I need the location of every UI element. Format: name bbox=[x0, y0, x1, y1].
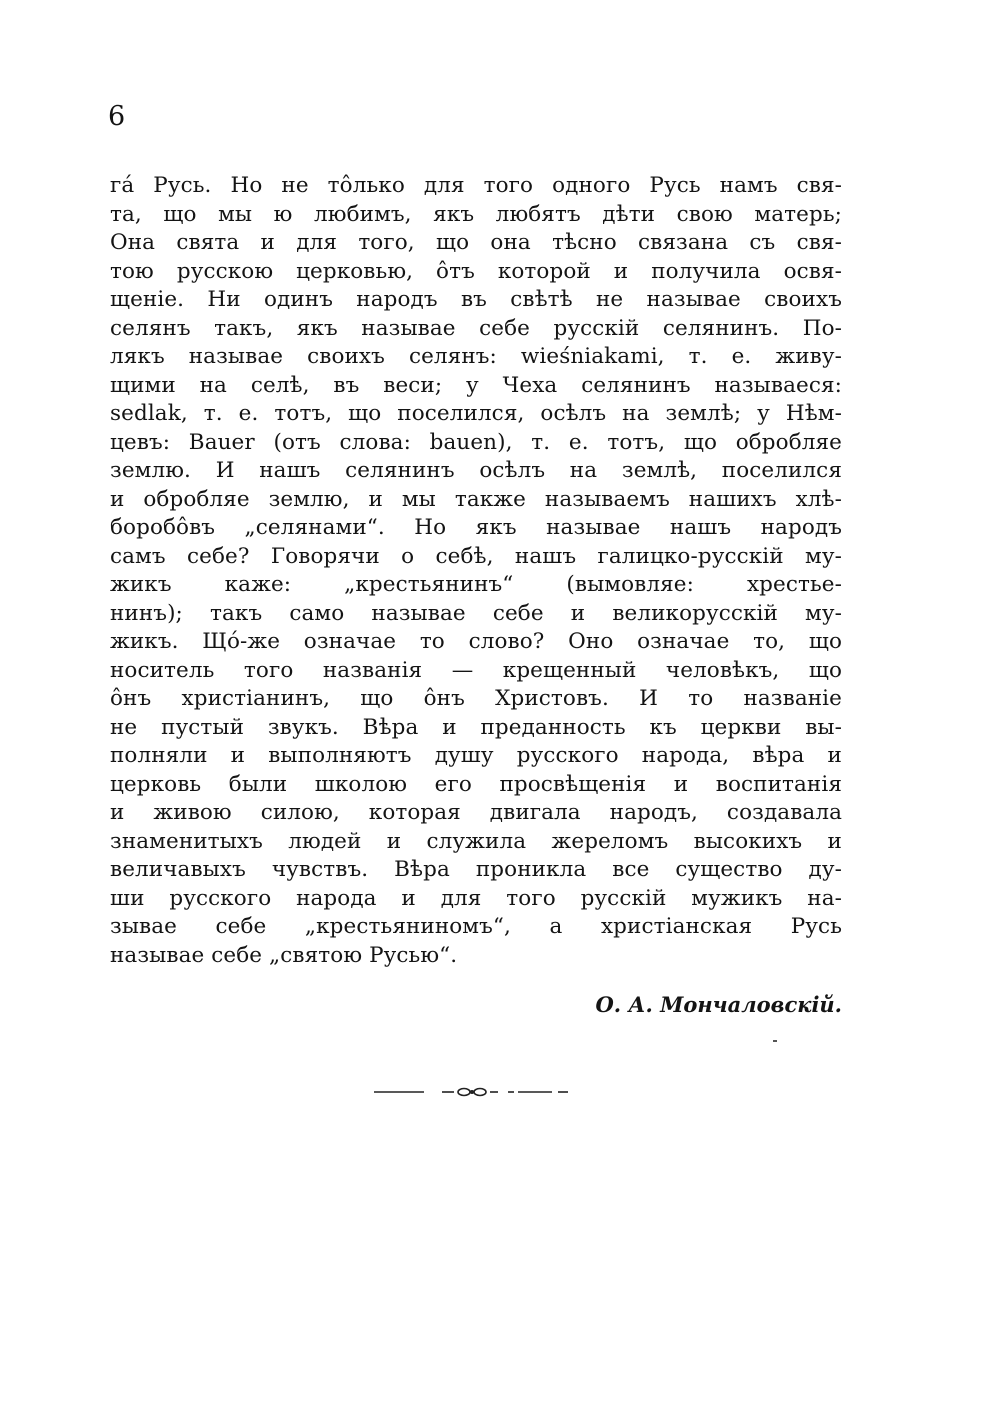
text-line: о̂нъ христіанинъ, що о̂нъ Христовъ. И то названіе bbox=[110, 686, 842, 711]
text-line: знаменитыхъ людей и служила жереломъ высокихъ и bbox=[110, 828, 842, 854]
text-line: лякъ называе своихъ селянъ: wieśniakami, т. е. живу- bbox=[110, 344, 842, 369]
text-line: та, що мы ю любимъ, якъ любятъ дѣти свою матерь; bbox=[110, 201, 842, 227]
text-line: зывае себе „крестьяниномъ“, а христіанская Русь bbox=[110, 914, 842, 939]
text-line: боробо̂въ „селянами“. Но якъ называе нашъ народъ bbox=[110, 515, 842, 540]
page-number: 6 bbox=[108, 101, 126, 132]
text-line: не пустый звукъ. Вѣра и преданность къ церкви вы- bbox=[110, 714, 842, 740]
text-line: щеніе. Ни одинъ народъ въ свѣтѣ не называе своихъ bbox=[110, 287, 842, 312]
text-line: полняли и выполняютъ душу русского народа, вѣра и bbox=[110, 743, 842, 768]
text-line-last: называе себе „святою Русью“. bbox=[110, 942, 458, 968]
text-line: жикъ каже: „крестьянинъ“ (вымовляе: хрестье- bbox=[110, 572, 842, 597]
text-line: Она свята и для того, що она тѣсно связана съ свя- bbox=[110, 230, 842, 255]
print-speck bbox=[773, 1040, 777, 1042]
text-line: величавыхъ чувствъ. Вѣра проникла все существо ду- bbox=[110, 857, 842, 882]
text-line: нинъ); такъ само называе себе и великорусскій му- bbox=[110, 600, 842, 626]
section-end-ornament bbox=[372, 1084, 572, 1100]
text-line: и обробляе землю, и мы также называемъ нашихъ хлѣ- bbox=[110, 486, 842, 512]
text-line: sedlak, т. е. тотъ, що поселился, осѣлъ на землѣ; у Нѣм- bbox=[110, 401, 842, 426]
body-text bbox=[110, 172, 842, 970]
text-line: ши русского народа и для того русскій мужикъ на- bbox=[110, 885, 842, 911]
author-signature: О. А. Мончаловскій. bbox=[595, 992, 842, 1017]
text-line: самъ себе? Говорячи о себѣ, нашъ галицко-русскій му- bbox=[110, 543, 842, 569]
text-line: цевъ: Bauer (отъ слова: bauen), т. е. тотъ, що обробляе bbox=[110, 429, 842, 455]
text-line: церковь были школою его просвѣщенія и воспитанія bbox=[110, 771, 842, 797]
text-line: щими на селѣ, въ веси; у Чеха селянинъ называеся: bbox=[110, 372, 842, 398]
text-line: тою русскою церковью, о̂тъ которой и получила освя- bbox=[110, 258, 842, 284]
text-line: и живою силою, которая двигала народъ, создавала bbox=[110, 800, 842, 825]
text-line: носитель того названія — крещенный человѣкъ, що bbox=[110, 657, 842, 683]
text-line: га́ Русь. Но не то̂лько для того одного Русь намъ свя- bbox=[110, 173, 842, 198]
text-line: землю. И нашъ селянинъ осѣлъ на землѣ, поселился bbox=[110, 458, 842, 483]
text-line: жикъ. Що́-же означае то слово? Оно означае то, що bbox=[110, 629, 842, 654]
text-line: селянъ такъ, якъ называе себе русскій селянинъ. По- bbox=[110, 315, 842, 341]
